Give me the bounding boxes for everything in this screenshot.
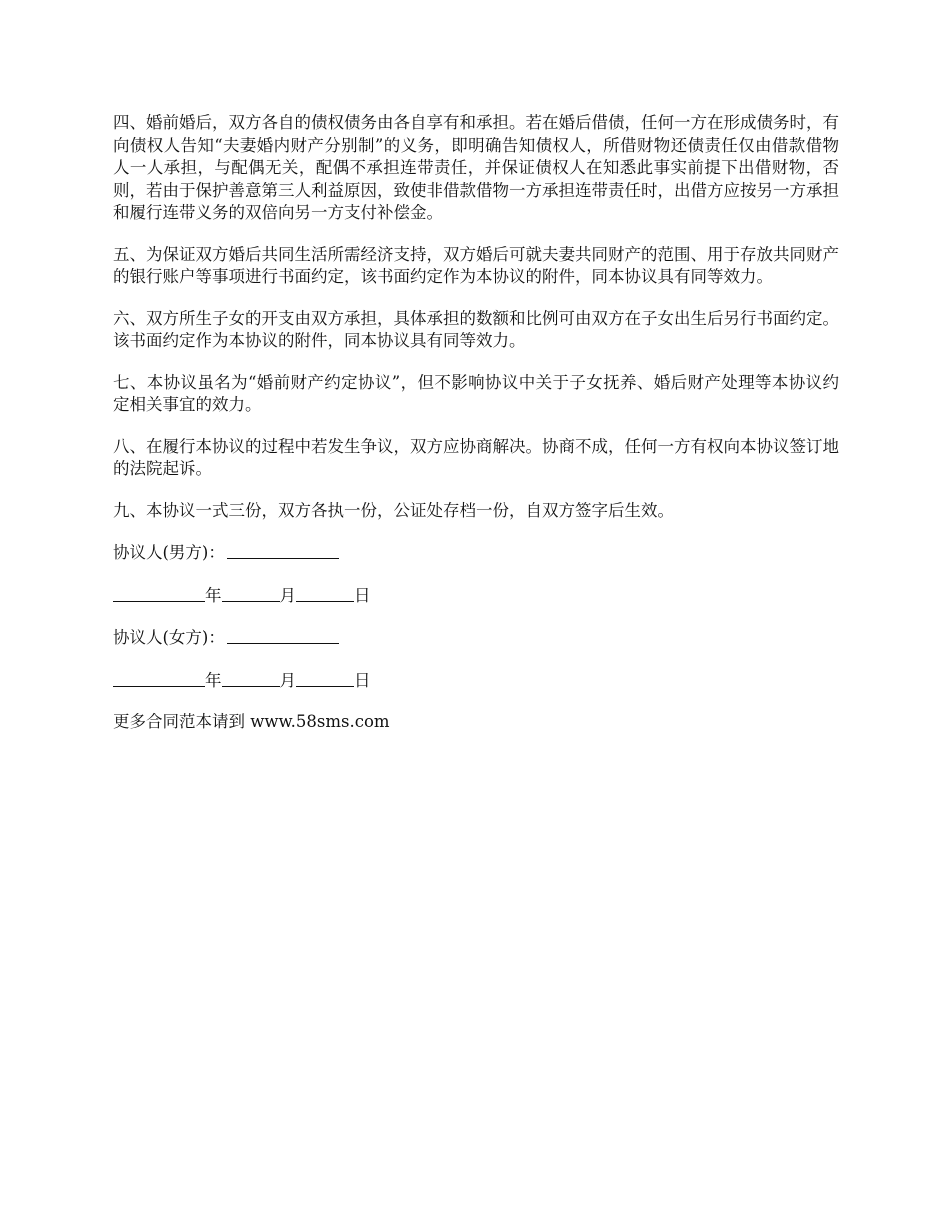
document-page bbox=[113, 112, 839, 753]
male-month-blank bbox=[222, 585, 280, 602]
clause-5: 五、为保证双方婚后共同生活所需经济支持，双方婚后可就夫妻共同财产的范围、用于存放共同财产的银行账户等事项进行书面约定，该书面约定作为本协议的附件，同本协议具有同等效力。 bbox=[113, 244, 839, 286]
female-signature-line bbox=[113, 626, 839, 650]
clause-4: 四、婚前婚后，双方各自的债权债务由各自享有和承担。若在婚后借债，任何一方在形成债务时，有向债权人告知“夫妻婚内财产分别制”的义务，即明确告知债权人，所借财物还债责任仅由借款借物人一人承担，与配偶无关，配偶不承担连带责任，并保证债权人在知悉此事实前提下出借财物，否则，若由于保护善意第三人利益原因，致使非借款借物一方承担连带责任时，出借方应按另一方承担和履行连带义务的双倍向另一方支付补偿金。 bbox=[113, 113, 839, 222]
male-day-label: 日 bbox=[354, 585, 371, 605]
clause-8: 八、在履行本协议的过程中若发生争议，双方应协商解决。协商不成，任何一方有权向本协议签订地的法院起诉。 bbox=[113, 436, 839, 478]
male-year-blank bbox=[113, 585, 205, 602]
clause-6: 六、双方所生子女的开支由双方承担，具体承担的数额和比例可由双方在子女出生后另行书面约定。该书面约定作为本协议的附件，同本协议具有同等效力。 bbox=[113, 308, 839, 350]
female-year-label: 年 bbox=[205, 670, 222, 690]
clause-9: 九、本协议一式三份，双方各执一份，公证处存档一份，自双方签字后生效。 bbox=[113, 500, 674, 520]
male-signature-label: 协议人(男方)： bbox=[113, 543, 225, 562]
male-signature-blank bbox=[227, 542, 339, 559]
male-month-label: 月 bbox=[279, 585, 296, 605]
female-year-blank bbox=[113, 670, 205, 687]
female-signature-label: 协议人(女方)： bbox=[113, 628, 225, 647]
female-signature-blank bbox=[227, 627, 339, 644]
male-signature-line bbox=[113, 541, 839, 565]
female-date-line bbox=[113, 669, 839, 693]
female-month-label: 月 bbox=[279, 670, 296, 690]
female-day-label: 日 bbox=[354, 670, 371, 690]
male-date-line bbox=[113, 584, 839, 608]
female-month-blank bbox=[222, 670, 280, 687]
male-day-blank bbox=[296, 585, 354, 602]
male-year-label: 年 bbox=[205, 585, 222, 605]
clause-7: 七、本协议虽名为“婚前财产约定协议”，但不影响协议中关于子女抚养、婚后财产处理等本协议约定相关事宜的效力。 bbox=[113, 372, 839, 414]
footer-note: 更多合同范本请到 www.58sms.com bbox=[113, 712, 390, 731]
female-day-blank bbox=[296, 670, 354, 687]
